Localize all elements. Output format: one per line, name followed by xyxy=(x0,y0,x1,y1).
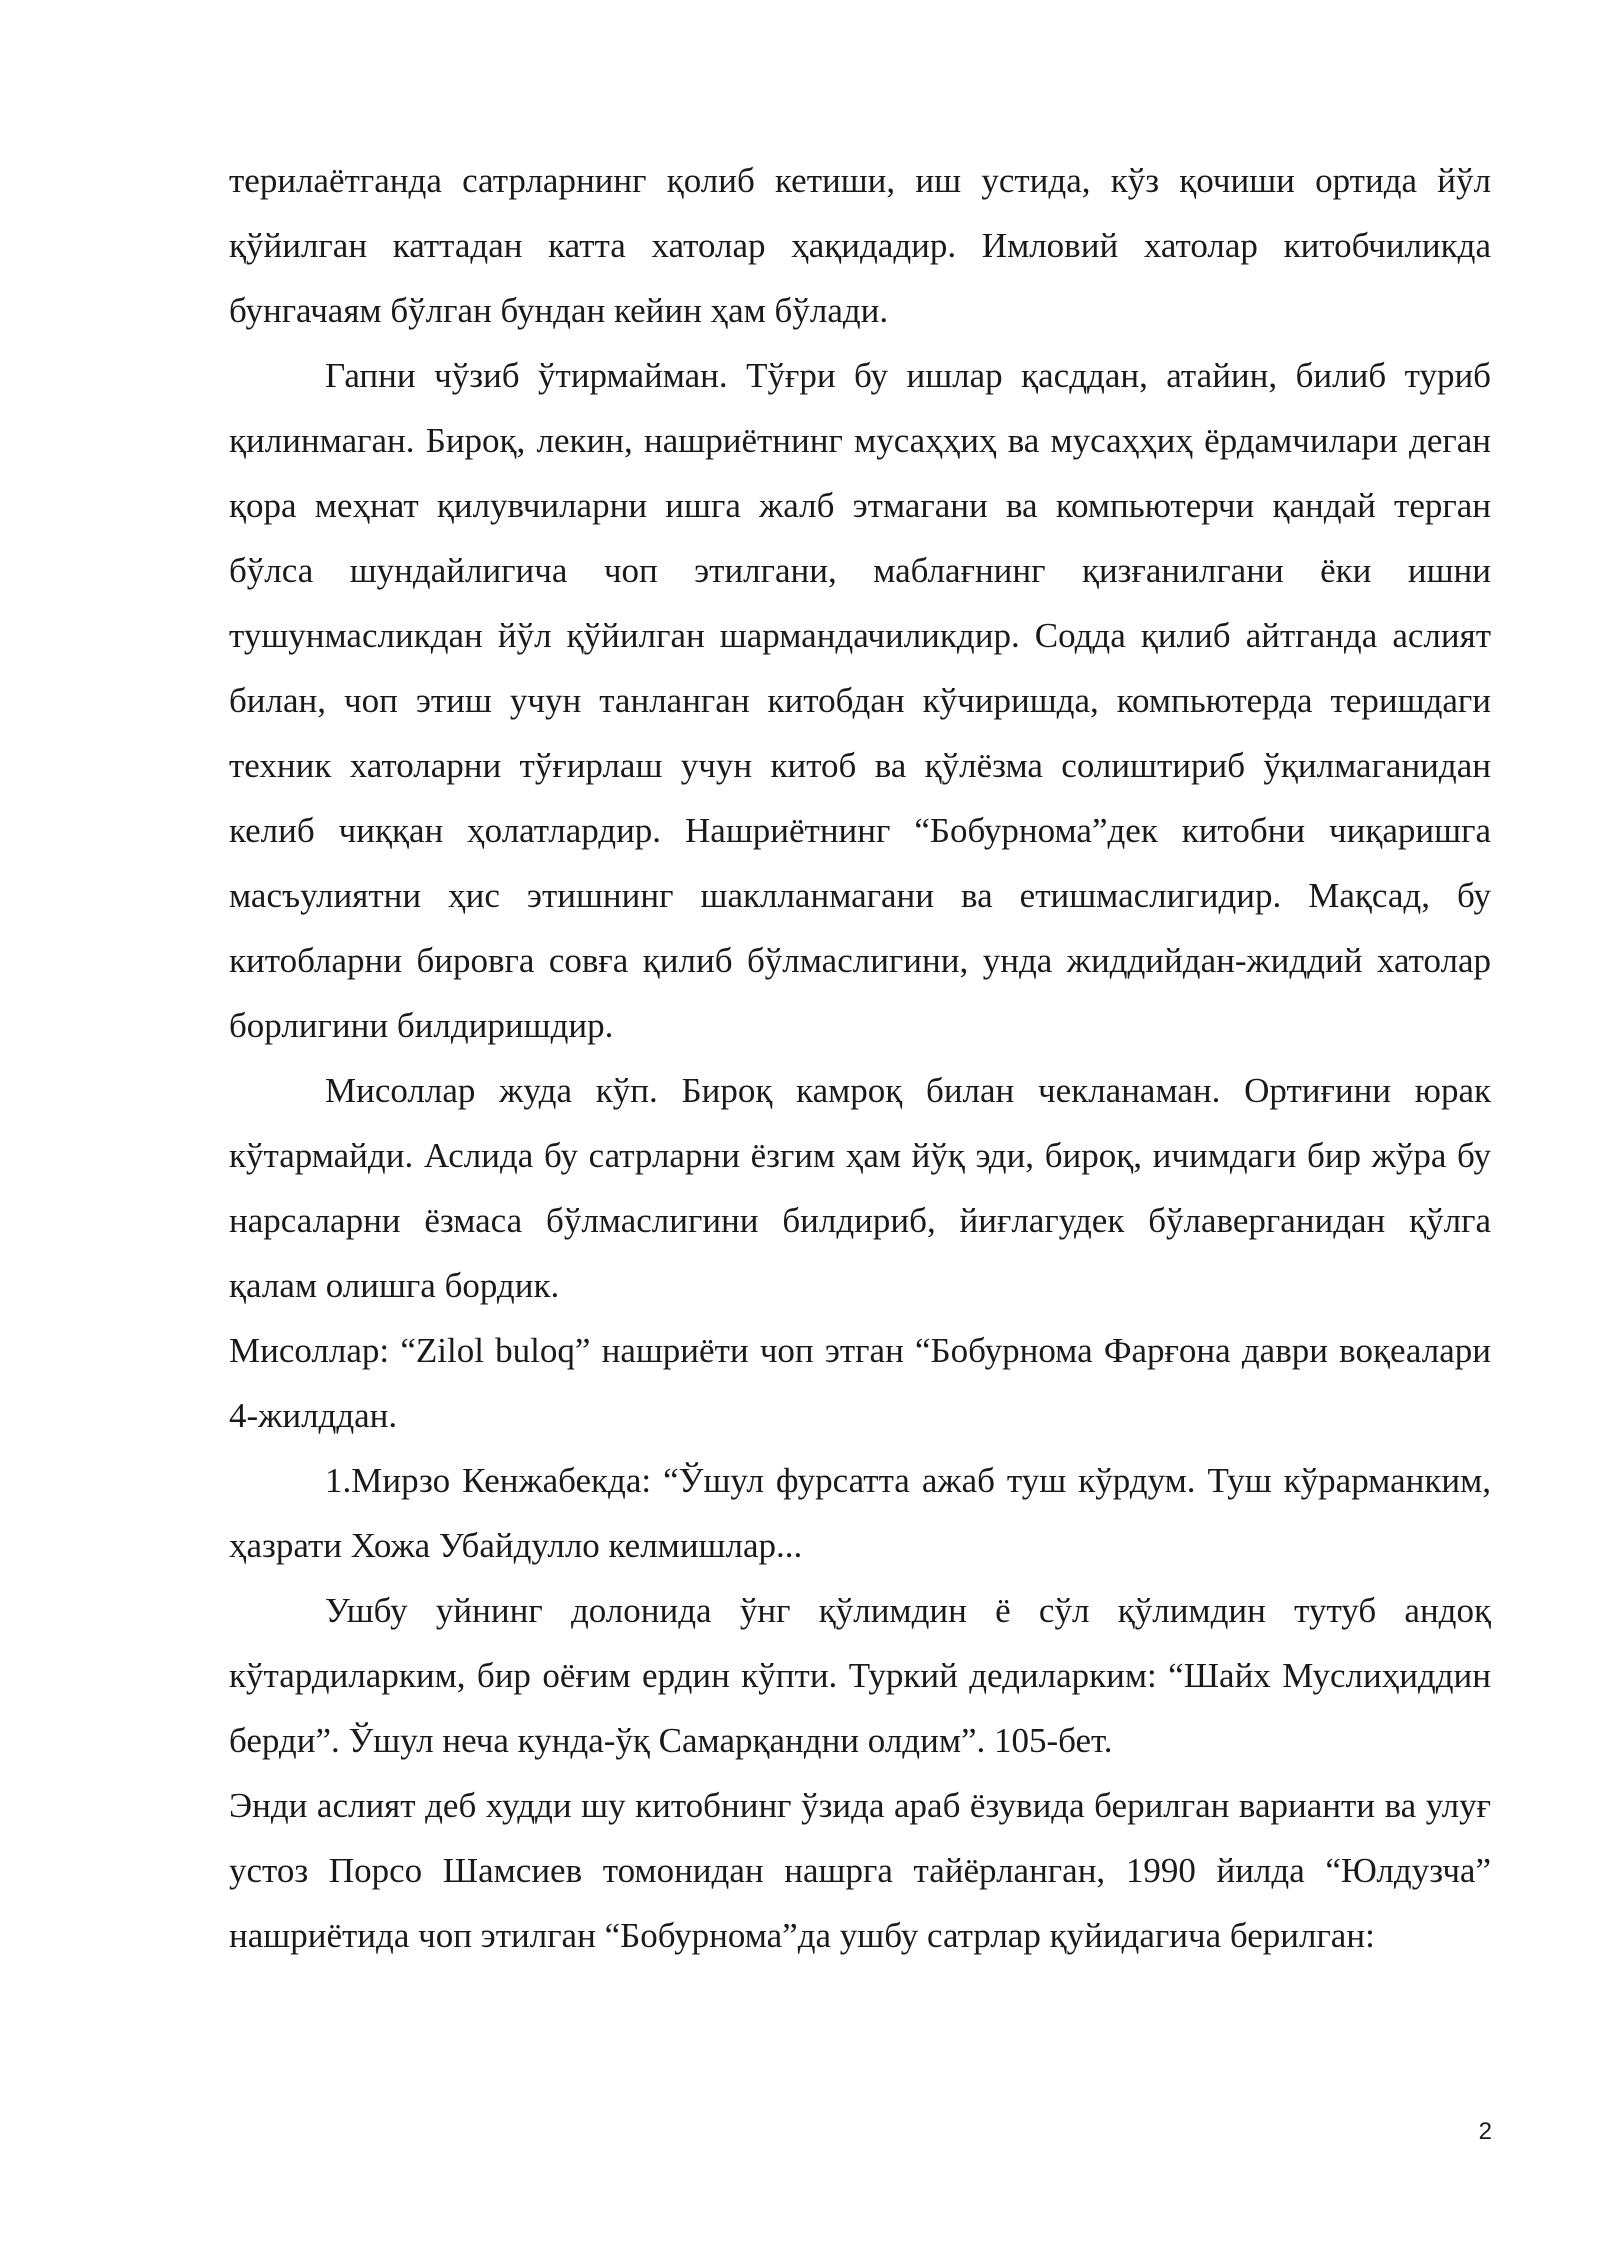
paragraph: терилаётганда сатрларнинг қолиб кетиши, иш устида, кўз қочиши ортида йўл қўйилган каттадан катта хатолар ҳақидадир. Имловий хатолар китобчиликда бунгачаям бўлган бундан кейин ҳам бўлади. xyxy=(229,161,1491,330)
paragraph: Мисоллар жуда кўп. Бироқ камроқ билан чекланаман. Ортиғини юрак кўтармайди. Аслида бу сатрларни ёзгим ҳам йўқ эди, бироқ, ичимдаги бир жўра бу нарсаларни ёзмаса бўлмаслигини билдириб, йиғлагудек бўлаверганидан қўлга қалам олишга бордик. xyxy=(229,1071,1491,1305)
paragraph: Гапни чўзиб ўтирмайман. Тўғри бу ишлар қасддан, атайин, билиб туриб қилинмаган. Бироқ, лекин, нашриётнинг мусаҳҳиҳ ва мусаҳҳиҳ ёрдамчилари деган қора меҳнат қилувчиларни ишга жалб этмагани ва компьютерчи қандай терган бўлса шундайлигича чоп этилгани, маблағнинг қизғанилгани ёки ишни тушунмасликдан йўл қўйилган шармандачиликдир. Содда қилиб айтганда аслият билан, чоп этиш учун танланган китобдан кўчиришда, компьютерда теришдаги техник хатоларни тўғирлаш учун китоб ва қўлёзма солиштириб ўқилмаганидан келиб чиққан ҳолатлардир. Нашриётнинг “Бобурнома”дек китобни чиқаришга масъулиятни ҳис этишнинг шаклланмагани ва етишмаслигидир. Мақсад, бу китобларни бировга совға қилиб бўлмаслигини, унда жиддийдан-жиддий хатолар борлигини билдиришдир. xyxy=(229,356,1491,1045)
page-number: 2 xyxy=(1478,2118,1492,2145)
paragraph: Мисоллар: “Zilol buloq” нашриёти чоп этган “Бобурнома Фарғона даври воқеалари 4-жилддан. xyxy=(229,1331,1491,1435)
paragraph: Ушбу уйнинг долонида ўнг қўлимдин ё сўл қўлимдин тутуб андоқ кўтардиларким, бир оёғим ердин кўпти. Туркий дедиларким: “Шайх Муслиҳиддин берди”. Ўшул неча кунда-ўқ Самарқандни олдим”. 105-бет. xyxy=(229,1591,1491,1760)
paragraph: 1.Мирзо Кенжабекда: “Ўшул фурсатта ажаб туш кўрдум. Туш кўрарманким, ҳазрати Хожа Убайдулло келмишлар... xyxy=(229,1461,1491,1565)
paragraph: Энди аслият деб худди шу китобнинг ўзида араб ёзувида берилган варианти ва улуғ устоз Порсо Шамсиев томонидан нашрга тайёрланган, 1990 йилда “Юлдузча” нашриётида чоп этилган “Бобурнома”да ушбу сатрлар қуйидагича берилган: xyxy=(229,1786,1491,1955)
body-text xyxy=(229,148,1491,1968)
